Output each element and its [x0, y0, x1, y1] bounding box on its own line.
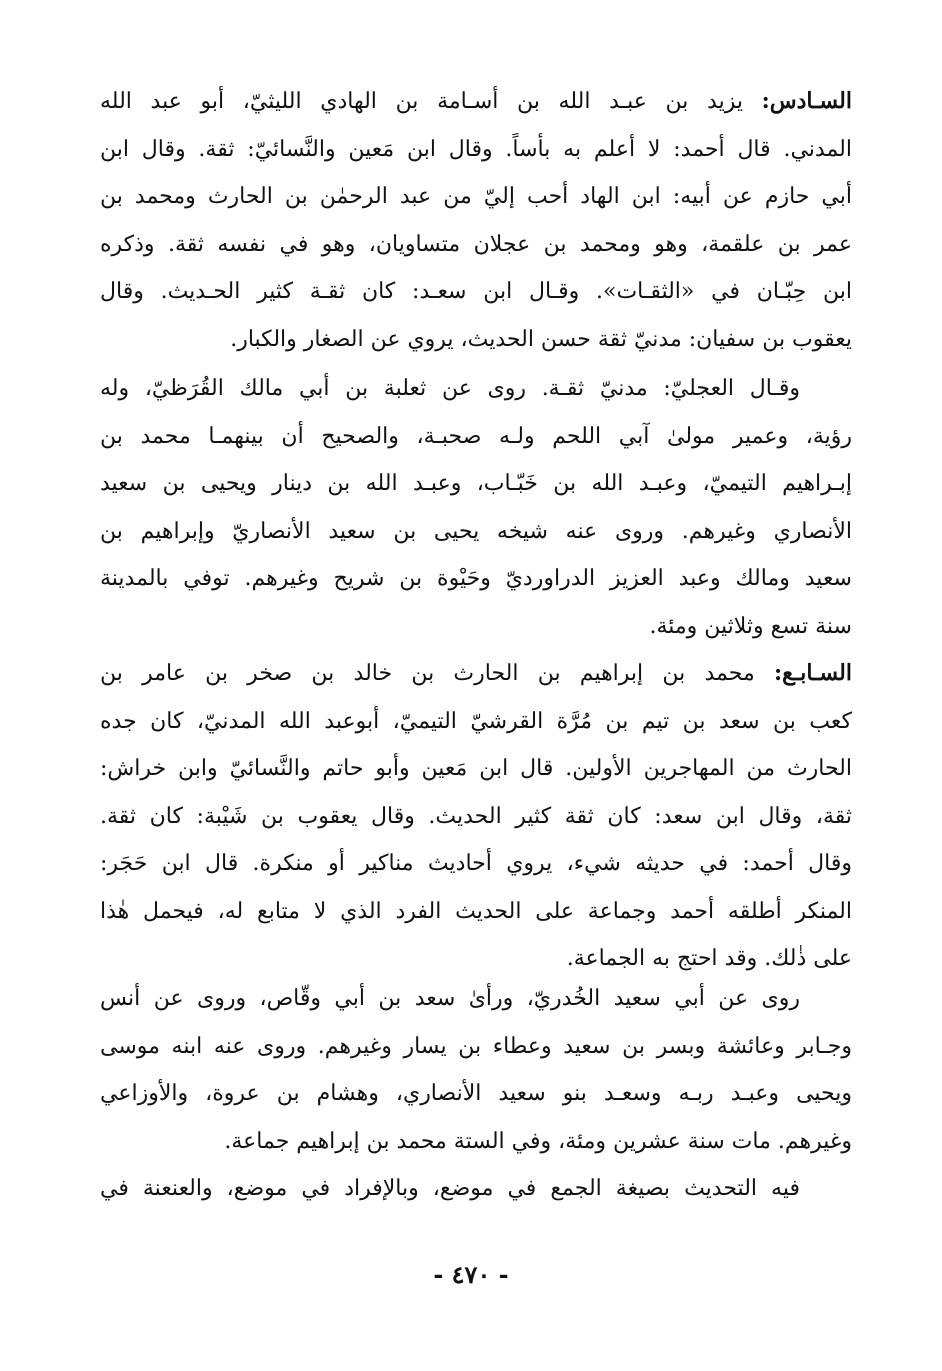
text-line: ويحيى وعبـد ربـه وسعـد بنو سعيد الأنصاري، وهشام بن عروة، والأوزاعي [100, 1081, 852, 1106]
text-line: على ذٰلك. وقد احتج به الجماعة. [566, 946, 852, 971]
text-line: وقال أحمد: في حديثه شيء، يروي أحاديث مناكير أو منكرة. قال ابن حَجَر: [100, 851, 852, 876]
text-line: المنكر أطلقه أحمد وجماعة على الحديث الفرد الذي لا متابع له، فيحمل هٰذا [100, 898, 852, 924]
text-line: ثقة، وقال ابن سعد: كان ثقة كثير الحديث. وقال يعقوب بن شَيْبة: كان ثقة. [100, 803, 852, 829]
text-line: روى عن أبي سعيد الخُدريّ، ورأىٰ سعد بن أبي وقّاص، وروى عن أنس [100, 986, 800, 1011]
text-line: سعيد ومالك وعبد العزيز الدراورديّ وحَيْوة بن شريح وغيرهم. توفي بالمدينة [100, 566, 852, 591]
text-line: يعقوب بن سفيان: مدنيّ ثقة حسن الحديث، يروي عن الصغار والكبار. [230, 326, 852, 352]
text-line: سنة تسع وثلاثين ومئة. [649, 613, 852, 639]
section-lead: السـادس: [761, 88, 852, 114]
text-line: السـادس: يزيد بن عبـد الله بن أسـامة بن الهادي الليثيّ، أبو عبد الله [100, 88, 852, 114]
paragraph-2 [100, 365, 852, 650]
text-line: أبي حازم عن أبيه: ابن الهاد أحب إليّ من عبد الرحمٰن بن الحارث ومحمد بن [100, 184, 852, 209]
text-line: إبـراهيم التيميّ، وعبـد الله بن خَبّـاب، وعبـد الله بن دينار ويحيى بن سعيد [100, 471, 852, 496]
text-line: المدني. قال أحمد: لا أعلم به بأساً. وقال ابن مَعين والنَّسائيّ: ثقة. وقال ابن [100, 136, 852, 162]
paragraph-3 [100, 650, 852, 983]
text-line: رؤية، وعمير مولىٰ آبي اللحم ولـه صحبـة، والصحيح أن بينهمـا محمد بن [100, 423, 852, 449]
text-line: كعب بن سعد بن تيم بن مُرَّة القرشيّ التيميّ، أبوعبد الله المدنيّ، كان جده [100, 708, 852, 734]
text-line: عمر بن علقمة، وهو ومحمد بن عجلان متساويان، وهو في نفسه ثقة. وذكره [100, 231, 852, 257]
paragraph-5 [100, 1165, 852, 1213]
text-line: السـابـع: محمد بن إبراهيم بن الحارث بن خالد بن صخر بن عامر بن [100, 660, 852, 686]
section-lead: السـابـع: [774, 660, 852, 686]
page-number: - ٤٧٠ - [433, 1260, 509, 1289]
text-line: وقـال العجليّ: مدنيّ ثقـة. روى عن ثعلبة بن أبي مالك القُرَظيّ، وله [100, 376, 800, 401]
text-line: فيه التحديث بصيغة الجمع في موضع، وبالإفراد في موضع، والعنعنة في [100, 1176, 800, 1201]
paragraph-1 [100, 78, 852, 363]
text-line: الحارث من المهاجرين الأولين. قال ابن مَعين وأبو حاتم والنَّسائيّ وابن خراش: [100, 756, 852, 781]
text-line: ابن حِبّـان في «الثقـات». وقـال ابن سعـد: كان ثقـة كثير الحـديث. وقال [100, 279, 852, 304]
paragraph-4 [100, 975, 852, 1165]
text-line: وجـابر وعائشة وبسر بن سعيد وعطاء بن يسار وغيرهم. وروى عنه ابنه موسى [100, 1033, 852, 1059]
text-line: الأنصاري وغيرهم. وروى عنه شيخه يحيى بن سعيد الأنصاريّ وإبراهيم بن [100, 518, 852, 544]
text-line: وغيرهم. مات سنة عشرين ومئة، وفي الستة محمد بن إبراهيم جماعة. [224, 1128, 852, 1154]
